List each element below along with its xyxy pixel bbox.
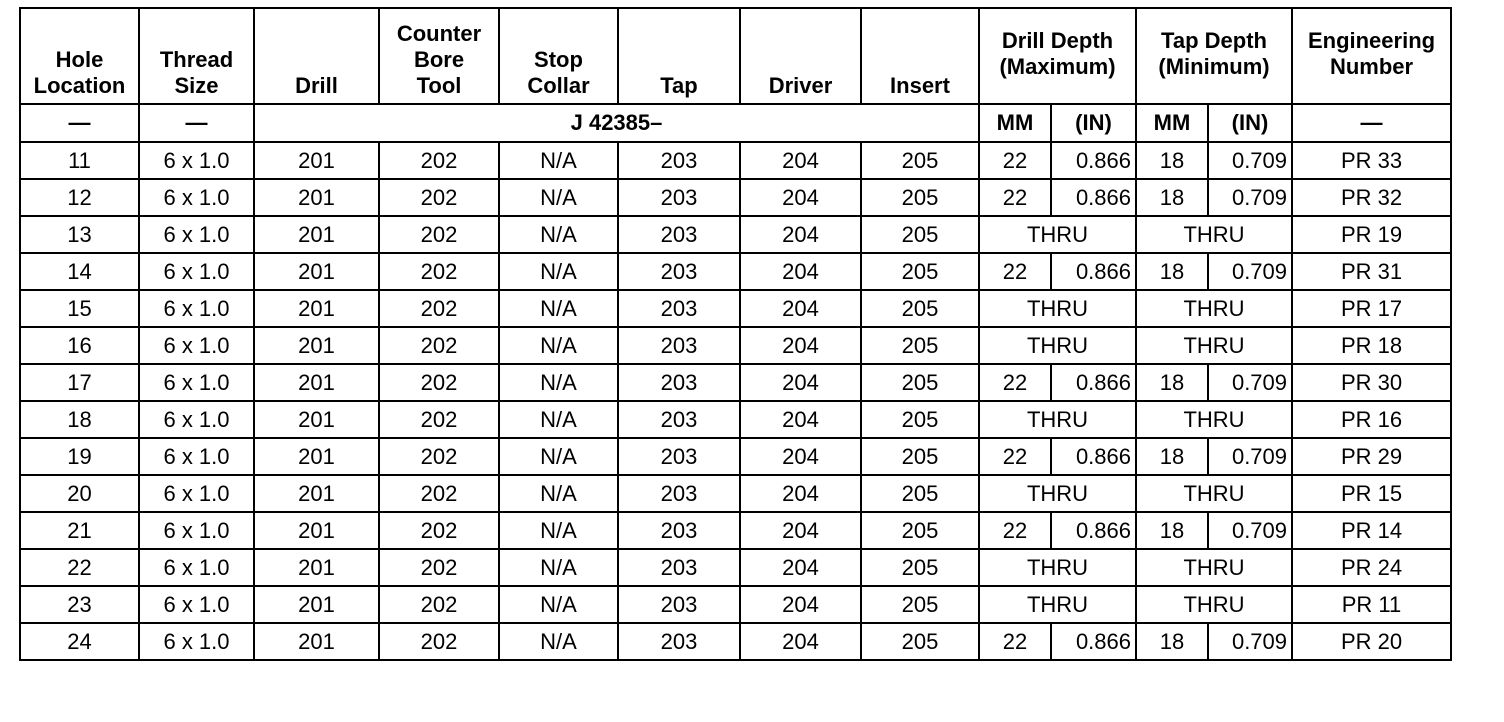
subheader-tool-prefix: J 42385–	[254, 104, 979, 142]
cell-drill: 201	[254, 549, 379, 586]
cell-stop-collar: N/A	[499, 142, 618, 179]
cell-tap: 203	[618, 142, 740, 179]
cell-engineering-number: PR 33	[1292, 142, 1451, 179]
header-drill-depth-line1: Drill Depth	[1001, 28, 1114, 53]
cell-driver: 204	[740, 623, 861, 660]
cell-counter-bore-tool: 202	[379, 623, 499, 660]
cell-driver: 204	[740, 401, 861, 438]
cell-drill-depth-mm: 22	[979, 623, 1051, 660]
cell-tap: 203	[618, 290, 740, 327]
table-row	[20, 401, 1451, 438]
cell-engineering-number: PR 17	[1292, 290, 1451, 327]
cell-tap-depth-mm: 18	[1136, 364, 1208, 401]
cell-insert: 205	[861, 179, 979, 216]
cell-hole-location: 15	[20, 290, 139, 327]
cell-hole-location: 12	[20, 179, 139, 216]
cell-insert: 205	[861, 216, 979, 253]
cell-drill: 201	[254, 364, 379, 401]
cell-tap-depth-in: 0.709	[1208, 253, 1292, 290]
cell-drill-depth-mm: 22	[979, 179, 1051, 216]
cell-insert: 205	[861, 586, 979, 623]
cell-hole-location: 19	[20, 438, 139, 475]
header-engineering-number-line2: Number	[1329, 54, 1414, 79]
cell-stop-collar: N/A	[499, 216, 618, 253]
cell-stop-collar: N/A	[499, 253, 618, 290]
header-drill-depth	[979, 8, 1136, 104]
cell-thread-size: 6 x 1.0	[139, 512, 254, 549]
cell-tap: 203	[618, 475, 740, 512]
cell-tap: 203	[618, 623, 740, 660]
header-stop-collar-line2: Collar	[527, 73, 590, 98]
cell-engineering-number: PR 14	[1292, 512, 1451, 549]
cell-insert: 205	[861, 142, 979, 179]
cell-tap-depth-thru: THRU	[1136, 327, 1292, 364]
cell-counter-bore-tool: 202	[379, 290, 499, 327]
table-row	[20, 438, 1451, 475]
cell-tap-depth-in: 0.709	[1208, 364, 1292, 401]
header-tap	[618, 8, 740, 104]
cell-thread-size: 6 x 1.0	[139, 438, 254, 475]
cell-tap: 203	[618, 253, 740, 290]
cell-drill-depth-in: 0.866	[1051, 512, 1136, 549]
table-row	[20, 364, 1451, 401]
cell-driver: 204	[740, 586, 861, 623]
cell-driver: 204	[740, 290, 861, 327]
cell-drill-depth-thru: THRU	[979, 475, 1136, 512]
cell-counter-bore-tool: 202	[379, 179, 499, 216]
cell-drill-depth-mm: 22	[979, 142, 1051, 179]
cell-drill-depth-thru: THRU	[979, 216, 1136, 253]
cell-drill: 201	[254, 327, 379, 364]
cell-driver: 204	[740, 364, 861, 401]
cell-driver: 204	[740, 142, 861, 179]
table-row	[20, 549, 1451, 586]
cell-stop-collar: N/A	[499, 327, 618, 364]
cell-engineering-number: PR 11	[1292, 586, 1451, 623]
cell-hole-location: 14	[20, 253, 139, 290]
cell-drill-depth-mm: 22	[979, 364, 1051, 401]
cell-engineering-number: PR 31	[1292, 253, 1451, 290]
cell-insert: 205	[861, 401, 979, 438]
header-tap-depth-line1: Tap Depth	[1161, 28, 1267, 53]
cell-drill-depth-thru: THRU	[979, 290, 1136, 327]
cell-tap-depth-thru: THRU	[1136, 290, 1292, 327]
cell-tap: 203	[618, 327, 740, 364]
table-row	[20, 216, 1451, 253]
cell-tap-depth-in: 0.709	[1208, 142, 1292, 179]
cell-engineering-number: PR 18	[1292, 327, 1451, 364]
cell-drill: 201	[254, 179, 379, 216]
cell-driver: 204	[740, 475, 861, 512]
cell-counter-bore-tool: 202	[379, 364, 499, 401]
cell-engineering-number: PR 29	[1292, 438, 1451, 475]
header-hole-location-line1: Hole	[55, 47, 104, 72]
table-row	[20, 142, 1451, 179]
cell-thread-size: 6 x 1.0	[139, 179, 254, 216]
cell-driver: 204	[740, 179, 861, 216]
cell-thread-size: 6 x 1.0	[139, 401, 254, 438]
cell-counter-bore-tool: 202	[379, 401, 499, 438]
header-thread-size-line1: Thread	[159, 47, 234, 72]
cell-stop-collar: N/A	[499, 549, 618, 586]
header-engineering-number-line1: Engineering	[1307, 28, 1436, 53]
cell-tap: 203	[618, 216, 740, 253]
subheader-thread-size: —	[139, 104, 254, 142]
cell-drill: 201	[254, 401, 379, 438]
cell-tap: 203	[618, 438, 740, 475]
cell-drill-depth-in: 0.866	[1051, 253, 1136, 290]
cell-drill-depth-in: 0.866	[1051, 438, 1136, 475]
table-row	[20, 253, 1451, 290]
subheader-tap-mm: MM	[1136, 104, 1208, 142]
cell-hole-location: 18	[20, 401, 139, 438]
cell-drill: 201	[254, 253, 379, 290]
subheader-drill-mm: MM	[979, 104, 1051, 142]
cell-tap-depth-in: 0.709	[1208, 438, 1292, 475]
cell-hole-location: 23	[20, 586, 139, 623]
table-row	[20, 512, 1451, 549]
cell-tap: 203	[618, 549, 740, 586]
cell-engineering-number: PR 16	[1292, 401, 1451, 438]
cell-insert: 205	[861, 364, 979, 401]
header-counter-bore-tool	[379, 8, 499, 104]
cell-engineering-number: PR 15	[1292, 475, 1451, 512]
cell-insert: 205	[861, 512, 979, 549]
cell-drill-depth-thru: THRU	[979, 401, 1136, 438]
cell-insert: 205	[861, 549, 979, 586]
cell-tap-depth-mm: 18	[1136, 512, 1208, 549]
header-driver	[740, 8, 861, 104]
cell-driver: 204	[740, 327, 861, 364]
cell-drill: 201	[254, 290, 379, 327]
cell-thread-size: 6 x 1.0	[139, 623, 254, 660]
cell-drill-depth-mm: 22	[979, 438, 1051, 475]
cell-drill: 201	[254, 216, 379, 253]
cell-tap-depth-in: 0.709	[1208, 512, 1292, 549]
cell-insert: 205	[861, 327, 979, 364]
cell-driver: 204	[740, 512, 861, 549]
table-row	[20, 327, 1451, 364]
cell-thread-size: 6 x 1.0	[139, 549, 254, 586]
cell-stop-collar: N/A	[499, 586, 618, 623]
cell-hole-location: 24	[20, 623, 139, 660]
header-counter-bore-tool-line2: Bore	[413, 47, 465, 72]
header-drill	[254, 8, 379, 104]
cell-counter-bore-tool: 202	[379, 512, 499, 549]
cell-tap-depth-mm: 18	[1136, 253, 1208, 290]
cell-thread-size: 6 x 1.0	[139, 475, 254, 512]
cell-tap: 203	[618, 586, 740, 623]
header-drill-depth-line2: (Maximum)	[999, 54, 1116, 79]
cell-counter-bore-tool: 202	[379, 549, 499, 586]
cell-engineering-number: PR 30	[1292, 364, 1451, 401]
cell-counter-bore-tool: 202	[379, 253, 499, 290]
cell-tap: 203	[618, 179, 740, 216]
cell-hole-location: 13	[20, 216, 139, 253]
subheader-drill-in: (IN)	[1051, 104, 1136, 142]
subheader-hole-location: —	[20, 104, 139, 142]
cell-drill-depth-thru: THRU	[979, 327, 1136, 364]
cell-tap: 203	[618, 364, 740, 401]
cell-thread-size: 6 x 1.0	[139, 253, 254, 290]
cell-engineering-number: PR 19	[1292, 216, 1451, 253]
table-row	[20, 623, 1451, 660]
cell-engineering-number: PR 24	[1292, 549, 1451, 586]
header-counter-bore-tool-line3: Tool	[416, 73, 462, 98]
cell-stop-collar: N/A	[499, 290, 618, 327]
cell-stop-collar: N/A	[499, 401, 618, 438]
header-stop-collar	[499, 8, 618, 104]
cell-counter-bore-tool: 202	[379, 475, 499, 512]
header-drill-line1: Drill	[295, 73, 338, 98]
header-insert-line1: Insert	[890, 73, 950, 98]
table-row	[20, 179, 1451, 216]
cell-drill: 201	[254, 475, 379, 512]
cell-drill-depth-thru: THRU	[979, 549, 1136, 586]
cell-tap-depth-mm: 18	[1136, 623, 1208, 660]
cell-tap-depth-thru: THRU	[1136, 216, 1292, 253]
header-row	[20, 8, 1451, 104]
header-engineering-number	[1292, 8, 1451, 104]
cell-thread-size: 6 x 1.0	[139, 327, 254, 364]
cell-counter-bore-tool: 202	[379, 438, 499, 475]
cell-hole-location: 20	[20, 475, 139, 512]
cell-thread-size: 6 x 1.0	[139, 216, 254, 253]
cell-thread-size: 6 x 1.0	[139, 142, 254, 179]
tool-specification-table	[19, 7, 1452, 661]
cell-hole-location: 11	[20, 142, 139, 179]
cell-drill-depth-in: 0.866	[1051, 142, 1136, 179]
cell-tap-depth-thru: THRU	[1136, 586, 1292, 623]
cell-drill-depth-in: 0.866	[1051, 179, 1136, 216]
cell-hole-location: 22	[20, 549, 139, 586]
cell-drill: 201	[254, 438, 379, 475]
header-insert	[861, 8, 979, 104]
table-row	[20, 290, 1451, 327]
subheader-engineering-number: —	[1292, 104, 1451, 142]
header-hole-location-line2: Location	[33, 73, 126, 98]
table-row	[20, 475, 1451, 512]
cell-driver: 204	[740, 253, 861, 290]
header-tap-depth	[1136, 8, 1292, 104]
cell-counter-bore-tool: 202	[379, 142, 499, 179]
cell-driver: 204	[740, 216, 861, 253]
cell-driver: 204	[740, 438, 861, 475]
cell-tap: 203	[618, 401, 740, 438]
cell-drill-depth-mm: 22	[979, 512, 1051, 549]
header-driver-line1: Driver	[768, 73, 833, 98]
cell-counter-bore-tool: 202	[379, 586, 499, 623]
cell-drill: 201	[254, 142, 379, 179]
cell-drill: 201	[254, 586, 379, 623]
cell-tap: 203	[618, 512, 740, 549]
cell-engineering-number: PR 32	[1292, 179, 1451, 216]
header-stop-collar-line1: Stop	[534, 47, 583, 72]
cell-hole-location: 16	[20, 327, 139, 364]
cell-drill-depth-thru: THRU	[979, 586, 1136, 623]
cell-stop-collar: N/A	[499, 475, 618, 512]
header-tap-line1: Tap	[660, 73, 698, 98]
cell-tap-depth-mm: 18	[1136, 438, 1208, 475]
cell-tap-depth-in: 0.709	[1208, 179, 1292, 216]
table-row	[20, 586, 1451, 623]
cell-insert: 205	[861, 253, 979, 290]
cell-tap-depth-thru: THRU	[1136, 401, 1292, 438]
cell-tap-depth-thru: THRU	[1136, 475, 1292, 512]
cell-tap-depth-thru: THRU	[1136, 549, 1292, 586]
cell-drill-depth-mm: 22	[979, 253, 1051, 290]
cell-engineering-number: PR 20	[1292, 623, 1451, 660]
subheader-tap-in: (IN)	[1208, 104, 1292, 142]
cell-thread-size: 6 x 1.0	[139, 290, 254, 327]
cell-counter-bore-tool: 202	[379, 216, 499, 253]
header-hole-location	[20, 8, 139, 104]
cell-insert: 205	[861, 623, 979, 660]
cell-tap-depth-mm: 18	[1136, 142, 1208, 179]
cell-stop-collar: N/A	[499, 179, 618, 216]
cell-driver: 204	[740, 549, 861, 586]
cell-stop-collar: N/A	[499, 623, 618, 660]
cell-counter-bore-tool: 202	[379, 327, 499, 364]
cell-drill-depth-in: 0.866	[1051, 364, 1136, 401]
cell-thread-size: 6 x 1.0	[139, 364, 254, 401]
subheader-row	[20, 104, 1451, 142]
cell-drill: 201	[254, 512, 379, 549]
header-thread-size-line2: Size	[174, 73, 219, 98]
header-counter-bore-tool-line1: Counter	[396, 21, 482, 46]
cell-drill: 201	[254, 623, 379, 660]
cell-stop-collar: N/A	[499, 438, 618, 475]
cell-insert: 205	[861, 475, 979, 512]
cell-thread-size: 6 x 1.0	[139, 586, 254, 623]
cell-insert: 205	[861, 438, 979, 475]
cell-insert: 205	[861, 290, 979, 327]
cell-tap-depth-in: 0.709	[1208, 623, 1292, 660]
cell-tap-depth-mm: 18	[1136, 179, 1208, 216]
cell-stop-collar: N/A	[499, 364, 618, 401]
cell-hole-location: 17	[20, 364, 139, 401]
cell-drill-depth-in: 0.866	[1051, 623, 1136, 660]
cell-hole-location: 21	[20, 512, 139, 549]
header-tap-depth-line2: (Minimum)	[1158, 54, 1270, 79]
cell-stop-collar: N/A	[499, 512, 618, 549]
header-thread-size	[139, 8, 254, 104]
